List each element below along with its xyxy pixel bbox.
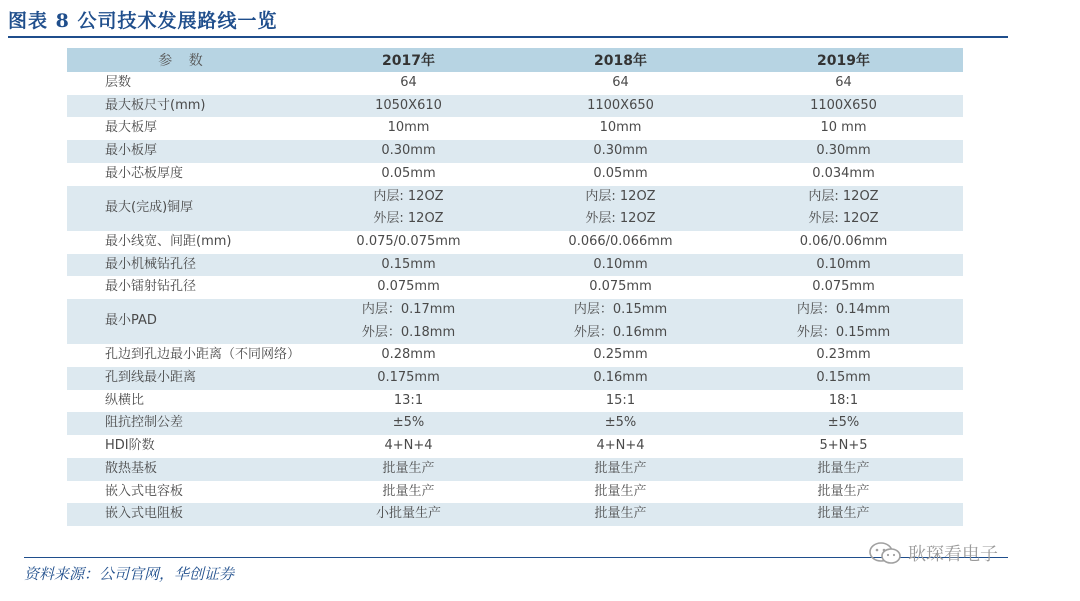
- value-line: 内层: 12OZ: [808, 188, 879, 204]
- value-line: 内层：0.17mm: [361, 302, 456, 317]
- table-row: [67, 344, 963, 367]
- value-cell: 0.075mm: [812, 279, 875, 295]
- param-cell: 最小镭射钻孔径: [105, 279, 197, 295]
- value-cell: 批量生产: [517, 503, 724, 526]
- value-cell: [724, 299, 963, 344]
- tech-roadmap-table: [67, 48, 963, 526]
- table-row: [67, 458, 963, 481]
- value-cell: 批量生产: [724, 503, 963, 526]
- table-row: [67, 254, 963, 277]
- value-cell: 0.15mm: [300, 254, 517, 277]
- column-header-2017: 2017年: [300, 48, 517, 72]
- value-cell: 0.30mm: [724, 140, 963, 163]
- column-header-param: 参 数: [67, 48, 300, 72]
- value-cell: 64: [400, 75, 417, 90]
- value-cell: 0.05mm: [593, 165, 648, 181]
- table-row: [67, 503, 963, 526]
- param-cell: 最大板厚: [105, 120, 158, 136]
- value-cell: 1050X610: [300, 95, 517, 118]
- value-line: 内层: 12OZ: [585, 188, 656, 204]
- value-cell: 10mm: [387, 120, 430, 136]
- table-row: [67, 72, 963, 95]
- param-cell: 最小机械钻孔径: [67, 254, 300, 277]
- value-line: 外层：0.18mm: [361, 324, 456, 340]
- value-line: 内层: 12OZ: [373, 188, 444, 204]
- value-cell: [300, 186, 517, 231]
- value-cell: 批量生产: [724, 458, 963, 481]
- param-cell: 最小芯板厚度: [105, 165, 184, 181]
- table-row: [67, 299, 963, 344]
- value-cell: 64: [612, 75, 629, 90]
- value-cell: 10mm: [599, 120, 642, 136]
- value-cell: 批量生产: [382, 483, 435, 499]
- value-cell: 0.15mm: [724, 367, 963, 390]
- value-cell: 4+N+4: [384, 438, 433, 454]
- title-divider: [8, 36, 1008, 38]
- value-cell: 10 mm: [820, 120, 867, 136]
- param-cell: HDI阶数: [105, 438, 155, 454]
- value-line: 外层：0.15mm: [796, 324, 891, 340]
- table-row: [67, 435, 963, 458]
- value-line: 外层: 12OZ: [808, 211, 879, 227]
- value-cell: 18:1: [828, 392, 859, 408]
- table-row: [67, 390, 963, 413]
- value-cell: 1100X650: [724, 95, 963, 118]
- table-header-row: [67, 48, 963, 72]
- value-cell: 1100X650: [517, 95, 724, 118]
- value-cell: [300, 299, 517, 344]
- value-line: 外层：0.16mm: [573, 324, 668, 340]
- value-cell: 0.23mm: [816, 347, 871, 363]
- source-divider: [24, 557, 1008, 558]
- value-cell: 0.175mm: [300, 367, 517, 390]
- table-row: [67, 412, 963, 435]
- value-cell: 4+N+4: [596, 438, 645, 454]
- value-cell: 5+N+5: [819, 438, 868, 454]
- watermark: [868, 540, 998, 566]
- value-cell: ±5%: [517, 412, 724, 435]
- value-cell: 小批量生产: [300, 503, 517, 526]
- table-row: [67, 186, 963, 231]
- param-cell: 阻抗控制公差: [67, 412, 300, 435]
- figure-title: 图表 8 公司技术发展路线一览: [8, 10, 278, 32]
- param-cell: 嵌入式电阻板: [67, 503, 300, 526]
- value-line: 内层：0.15mm: [573, 302, 668, 317]
- table-row: [67, 117, 963, 140]
- table-row: [67, 231, 963, 254]
- param-cell: 散热基板: [67, 458, 300, 481]
- value-cell: ±5%: [300, 412, 517, 435]
- value-cell: 15:1: [605, 392, 636, 408]
- value-cell: 批量生产: [517, 458, 724, 481]
- table-row: [67, 163, 963, 186]
- value-cell: 0.30mm: [517, 140, 724, 163]
- param-cell: 最小PAD: [67, 299, 300, 344]
- value-cell: 0.06/0.06mm: [799, 233, 888, 249]
- watermark-text: 耿琛看电子: [908, 544, 998, 565]
- value-cell: 批量生产: [594, 483, 647, 499]
- value-cell: 0.28mm: [381, 347, 436, 363]
- value-cell: 批量生产: [300, 458, 517, 481]
- value-cell: 0.066/0.066mm: [568, 233, 673, 249]
- param-cell: 最大(完成)铜厚: [67, 186, 300, 231]
- value-cell: 0.25mm: [593, 347, 648, 363]
- table-row: [67, 481, 963, 504]
- param-cell: 嵌入式电容板: [105, 483, 184, 499]
- param-cell: 层数: [105, 75, 132, 90]
- column-header-2018: 2018年: [517, 48, 724, 72]
- value-cell: 64: [835, 75, 852, 90]
- value-cell: 0.075mm: [589, 279, 652, 295]
- column-header-2019: 2019年: [724, 48, 963, 72]
- value-cell: ±5%: [724, 412, 963, 435]
- value-line: 内层：0.14mm: [796, 302, 891, 317]
- table-row: [67, 276, 963, 299]
- value-line: 外层: 12OZ: [373, 211, 444, 227]
- value-cell: 0.10mm: [517, 254, 724, 277]
- table-row: [67, 367, 963, 390]
- value-cell: 13:1: [393, 392, 424, 408]
- param-cell: 最大板尺寸(mm): [67, 95, 300, 118]
- value-cell: [517, 186, 724, 231]
- param-cell: 孔到线最小距离: [67, 367, 300, 390]
- value-cell: [724, 186, 963, 231]
- value-cell: 0.30mm: [300, 140, 517, 163]
- table-row: [67, 140, 963, 163]
- param-cell: 纵横比: [105, 392, 145, 408]
- table-body: [67, 72, 963, 526]
- value-cell: [517, 299, 724, 344]
- value-cell: 批量生产: [817, 483, 870, 499]
- value-cell: 0.075/0.075mm: [356, 233, 461, 249]
- value-line: 外层: 12OZ: [585, 211, 656, 227]
- value-cell: 0.034mm: [812, 165, 875, 181]
- param-cell: 最小线宽、间距(mm): [105, 233, 232, 249]
- table-row: [67, 95, 963, 118]
- value-cell: 0.075mm: [377, 279, 440, 295]
- value-cell: 0.10mm: [724, 254, 963, 277]
- param-cell: 孔边到孔边最小距离（不同网络）: [105, 347, 301, 363]
- wechat-icon: [868, 541, 902, 565]
- param-cell: 最小板厚: [67, 140, 300, 163]
- value-cell: 0.05mm: [381, 165, 436, 181]
- source-note: 资料来源：公司官网，华创证券: [24, 565, 235, 583]
- value-cell: 0.16mm: [517, 367, 724, 390]
